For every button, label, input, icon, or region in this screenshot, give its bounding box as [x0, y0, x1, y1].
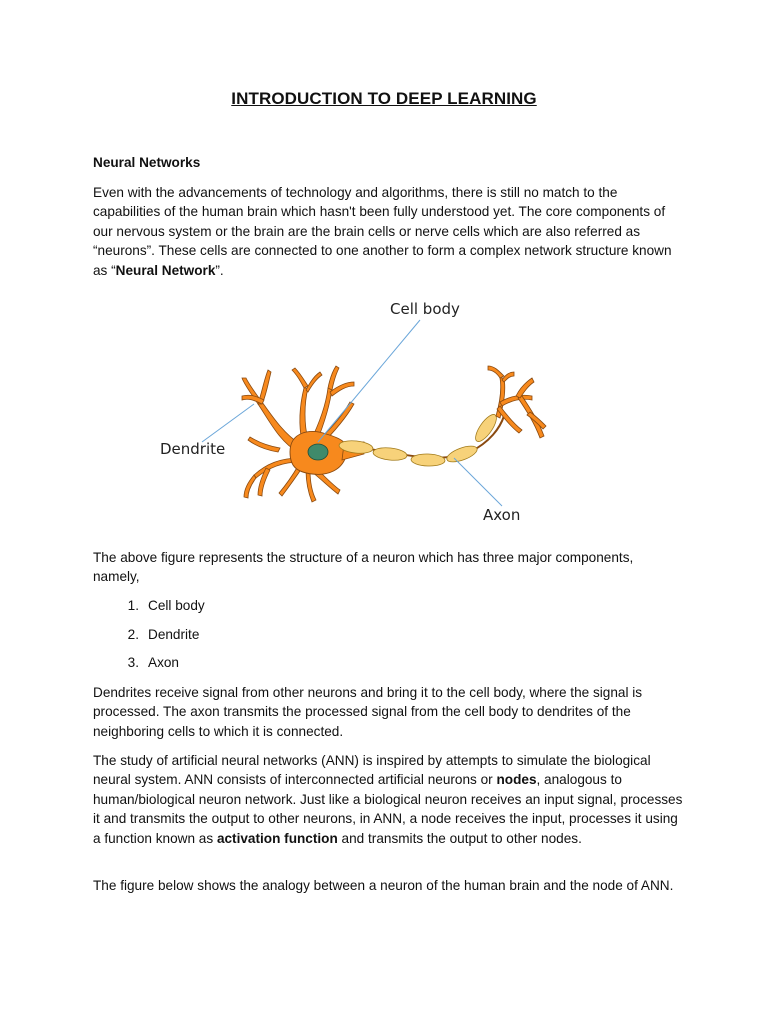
- list-item: [93, 653, 205, 682]
- intro-paragraph: [93, 183, 683, 280]
- list-number: 3.: [127, 655, 139, 671]
- axon-pointer: [454, 458, 502, 506]
- nodes-term: nodes: [496, 772, 537, 788]
- list-item: [93, 625, 205, 654]
- intro-text-b: ”.: [215, 262, 224, 278]
- intro-text-a: Even with the advancements of technology and algorithms, there is still no match to the capabilities of the human brain which hasn't been fully understood yet. The core components of our nervous system or the brain are the brain cells or nerve cells which are also referred as “neurons”. These cells are connected to one another to form a complex network structure known as “: [93, 185, 672, 278]
- axon-terminals: [488, 366, 546, 438]
- list-number: 1.: [127, 598, 139, 613]
- myelin-sheaths: [338, 411, 500, 466]
- list-label: Axon: [148, 655, 179, 671]
- page-title: INTRODUCTION TO DEEP LEARNING: [231, 89, 537, 108]
- dendrite-branches: [242, 366, 354, 502]
- nucleus-shape: [308, 444, 328, 460]
- ann-text-a: The study of artificial neural networks (ANN) is inspired by attempts to simulate the biological neural system. ANN consists of interconnected artificial neurons or: [93, 753, 651, 788]
- analogy-paragraph: The figure below shows the analogy between a neuron of the human brain and the node of ANN.: [93, 878, 674, 893]
- ann-text-c: and transmits the output to other nodes.: [337, 830, 582, 846]
- pointer-lines: [202, 320, 502, 506]
- ann-paragraph: [93, 751, 683, 848]
- dendrite-pointer: [202, 404, 254, 442]
- list-label: Dendrite: [148, 626, 200, 642]
- figure-description-paragraph: The above figure represents the structure of a neuron which has three major components, namely,: [93, 550, 634, 585]
- dendrite-label: Dendrite: [160, 440, 226, 458]
- neuron-diagram: [150, 292, 570, 532]
- cell-body-label: Cell body: [390, 300, 460, 318]
- neural-network-term: Neural Network: [115, 262, 216, 278]
- list-label: Cell body: [148, 598, 205, 613]
- axon-label: Axon: [483, 506, 521, 524]
- activation-function-term: activation function: [216, 830, 338, 846]
- component-list: [93, 596, 205, 682]
- list-number: 2.: [127, 626, 139, 642]
- dendrite-axon-paragraph: Dendrites receive signal from other neurons and bring it to the cell body, where the signal is processed. The axon transmits the processed signal from the cell body to dendrites of the neighboring cells to which it is connected.: [93, 685, 643, 739]
- neuron-illustration: [242, 366, 546, 502]
- list-item: [93, 596, 205, 625]
- section-heading: Neural Networks: [93, 155, 201, 170]
- ann-text-b: , analogous to human/biological neuron network. Just like a biological neuron receives an input signal, processes it and transmits the output to other neurons, in ANN, a node receives the input, processes it using a function known as: [93, 772, 683, 846]
